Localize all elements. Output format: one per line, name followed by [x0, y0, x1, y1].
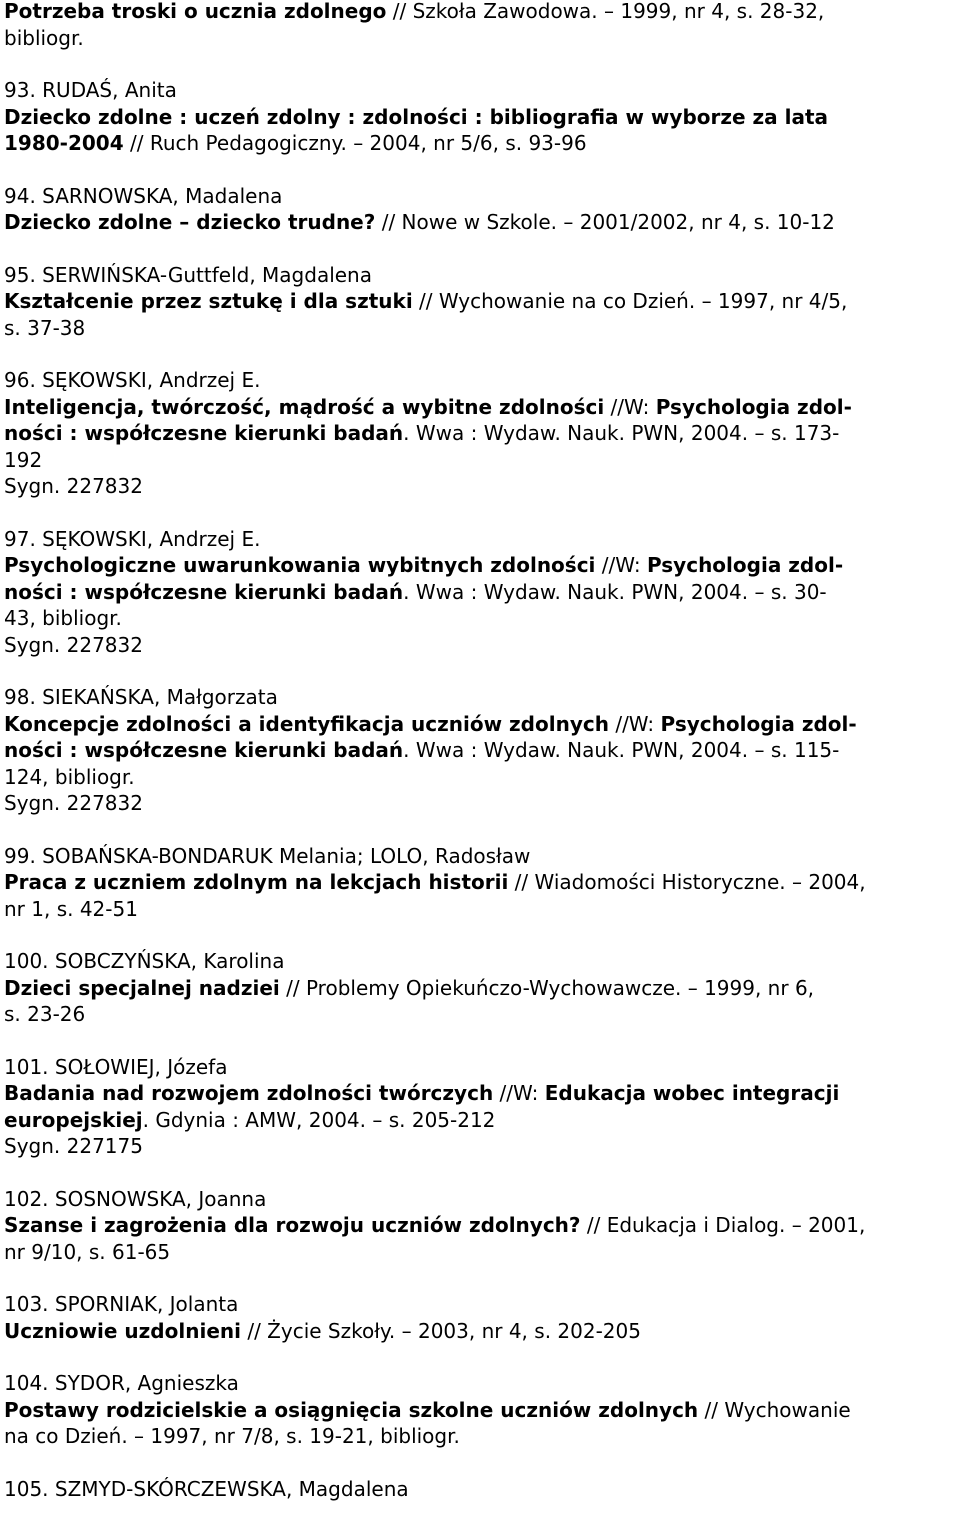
entry-text: . Wwa : Wydaw. Nauk. PWN, 2004. – s. 30-	[403, 579, 827, 604]
entry-line	[4, 869, 956, 896]
entry-text: // Edukacja i Dialog. – 2001,	[580, 1213, 866, 1237]
entry-text: nr 1, s. 42-51	[4, 896, 138, 921]
entry-title-text: ności : współczesne kierunki badań	[4, 421, 404, 445]
entry-text: 192	[4, 447, 43, 472]
entry-text: // Wychowanie	[698, 1397, 851, 1422]
entry-text: 103. SPORNIAK, Jolanta	[4, 1292, 239, 1316]
entry-title-text: Praca z uczniem zdolnym na lekcjach historii	[4, 870, 509, 894]
entry-line	[4, 1001, 956, 1028]
entry-text: 102. SOSNOWSKA, Joanna	[4, 1186, 267, 1211]
entry-line	[4, 1133, 956, 1160]
entry-text: 105. SZMYD-SKÓRCZEWSKA, Magdalena	[4, 1476, 409, 1501]
entry-line	[4, 843, 956, 870]
entry-line	[4, 1186, 956, 1213]
entry-line	[4, 288, 956, 315]
bibliography-entry	[4, 526, 956, 659]
bibliography-entry	[4, 77, 956, 157]
entry-title-text: Kształcenie przez sztukę i dla sztuki	[4, 289, 413, 313]
entry-line	[4, 1239, 956, 1266]
bibliography-entry	[4, 262, 956, 342]
entry-text: 96. SĘKOWSKI, Andrzej E.	[4, 368, 261, 392]
entry-text: Sygn. 227832	[4, 632, 143, 657]
bibliography-entry	[4, 1370, 956, 1450]
entry-title-text: Psychologia zdol-	[660, 711, 857, 736]
entry-text: . Gdynia : AMW, 2004. – s. 205-212	[142, 1107, 496, 1132]
entry-title-text: Badania nad rozwojem zdolności twórczych	[4, 1081, 494, 1105]
bibliography-entry	[4, 1476, 956, 1503]
entry-title-text: Edukacja wobec integracji	[544, 1081, 840, 1105]
entry-line	[4, 1423, 956, 1450]
entry-text: 124, bibliogr.	[4, 764, 135, 789]
bibliography-entry	[4, 1186, 956, 1266]
entry-line	[4, 1291, 956, 1318]
entry-line	[4, 104, 956, 131]
entry-text: na co Dzień. – 1997, nr 7/8, s. 19-21, bibliogr.	[4, 1424, 460, 1448]
entry-line	[4, 526, 956, 553]
entry-line	[4, 420, 956, 447]
entry-text: 43, bibliogr.	[4, 606, 122, 630]
entry-line	[4, 605, 956, 632]
entry-text: // Szkoła Zawodowa. – 1999, nr 4, s. 28-32,	[386, 0, 825, 23]
entry-line	[4, 1397, 956, 1424]
entry-text: Sygn. 227832	[4, 791, 143, 815]
entry-line	[4, 1212, 956, 1239]
bibliography-page	[4, 0, 956, 1528]
entry-text: bibliogr.	[4, 25, 84, 50]
entry-title-text: Postawy rodzicielskie a osiągnięcia szkolne uczniów zdolnych	[4, 1397, 699, 1422]
entry-text: 100. SOBCZYŃSKA, Karolina	[4, 949, 285, 973]
entry-line	[4, 948, 956, 975]
entry-line	[4, 315, 956, 342]
entry-line	[4, 130, 956, 157]
entry-line	[4, 764, 956, 791]
entry-line	[4, 896, 956, 923]
entry-text: // Wiadomości Historyczne. – 2004,	[508, 870, 866, 894]
entry-line	[4, 262, 956, 289]
entry-line	[4, 209, 956, 236]
bibliography-entry	[4, 1054, 956, 1160]
entry-text: 94. SARNOWSKA, Madalena	[4, 183, 283, 208]
entry-line	[4, 552, 956, 579]
bibliography-entry	[4, 684, 956, 817]
entry-title-text: 1980-2004	[4, 131, 124, 155]
entry-text: 95. SERWIŃSKA-Guttfeld, Magdalena	[4, 262, 372, 287]
entry-line	[4, 684, 956, 711]
entry-title-text: Psychologia zdol-	[655, 394, 852, 419]
entry-title-text: Koncepcje zdolności a identyfikacja uczniów zdolnych	[4, 711, 609, 736]
entry-line	[4, 183, 956, 210]
entry-text: 98. SIEKAŃSKA, Małgorzata	[4, 685, 278, 709]
bibliography-entry	[4, 843, 956, 923]
entry-line	[4, 1318, 956, 1345]
entry-text: s. 37-38	[4, 315, 86, 340]
entry-title-text: Potrzeba troski o ucznia zdolnego	[4, 0, 387, 23]
entry-title-text: ności : współczesne kierunki badań	[4, 579, 404, 604]
entry-text: //W:	[608, 711, 661, 736]
entry-text: 93. RUDAŚ, Anita	[4, 78, 177, 102]
entry-text: //W:	[595, 553, 647, 577]
entry-title-text: Psychologiczne uwarunkowania wybitnych zdolności	[4, 553, 596, 577]
entry-line	[4, 1107, 956, 1134]
entry-title-text: Dziecko zdolne – dziecko trudne?	[4, 210, 376, 234]
entry-line	[4, 1054, 956, 1081]
entry-text: . Wwa : Wydaw. Nauk. PWN, 2004. – s. 115-	[403, 738, 840, 762]
entry-text: 97. SĘKOWSKI, Andrzej E.	[4, 526, 261, 551]
bibliography-entry	[4, 183, 956, 236]
entry-text: 99. SOBAŃSKA-BONDARUK Melania; LOLO, Radosław	[4, 843, 531, 868]
entry-line	[4, 1080, 956, 1107]
entry-title-text: Dzieci specjalnej nadziei	[4, 975, 280, 1000]
entry-line	[4, 632, 956, 659]
bibliography-entry	[4, 1291, 956, 1344]
entry-line	[4, 1476, 956, 1503]
entry-text: //W:	[493, 1081, 545, 1105]
entry-line	[4, 367, 956, 394]
entry-title-text: Psychologia zdol-	[646, 553, 844, 577]
entry-title-text: europejskiej	[4, 1107, 143, 1132]
entry-line	[4, 579, 956, 606]
entry-line	[4, 473, 956, 500]
entry-title-text: Inteligencja, twórczość, mądrość a wybitne zdolności	[4, 394, 605, 419]
entry-text: 104. SYDOR, Agnieszka	[4, 1371, 239, 1395]
entry-line	[4, 0, 956, 25]
entry-line	[4, 975, 956, 1002]
entry-line	[4, 790, 956, 817]
entry-text: 101. SOŁOWIEJ, Józefa	[4, 1054, 228, 1079]
entry-text: // Nowe w Szkole. – 2001/2002, nr 4, s. 10-12	[375, 210, 835, 234]
entry-line	[4, 447, 956, 474]
bibliography-entry	[4, 948, 956, 1028]
entry-text: . Wwa : Wydaw. Nauk. PWN, 2004. – s. 173-	[403, 421, 840, 445]
entry-text: Sygn. 227175	[4, 1134, 143, 1158]
entry-text: // Życie Szkoły. – 2003, nr 4, s. 202-205	[240, 1318, 641, 1343]
entry-text: Sygn. 227832	[4, 474, 143, 498]
entry-title-text: ności : współczesne kierunki badań	[4, 738, 404, 762]
entry-text: s. 23-26	[4, 1002, 86, 1026]
entry-line	[4, 711, 956, 738]
entry-line	[4, 394, 956, 421]
entry-text: // Wychowanie na co Dzień. – 1997, nr 4/5,	[412, 289, 848, 313]
entry-title-text: Dziecko zdolne : uczeń zdolny : zdolności : bibliografia w wyborze za lata	[4, 104, 829, 129]
entry-text: // Ruch Pedagogiczny. – 2004, nr 5/6, s. 93-96	[123, 131, 587, 155]
bibliography-entry	[4, 0, 956, 51]
entry-line	[4, 25, 956, 52]
bibliography-entry	[4, 367, 956, 500]
entry-text: // Problemy Opiekuńczo-Wychowawcze. – 1999, nr 6,	[279, 975, 815, 1000]
entry-title-text: Szanse i zagrożenia dla rozwoju uczniów zdolnych?	[4, 1213, 581, 1237]
entry-text: //W:	[604, 394, 656, 419]
entry-line	[4, 737, 956, 764]
entry-text: nr 9/10, s. 61-65	[4, 1239, 171, 1264]
entry-line	[4, 1370, 956, 1397]
entry-line	[4, 77, 956, 104]
entry-title-text: Uczniowie uzdolnieni	[4, 1318, 241, 1343]
